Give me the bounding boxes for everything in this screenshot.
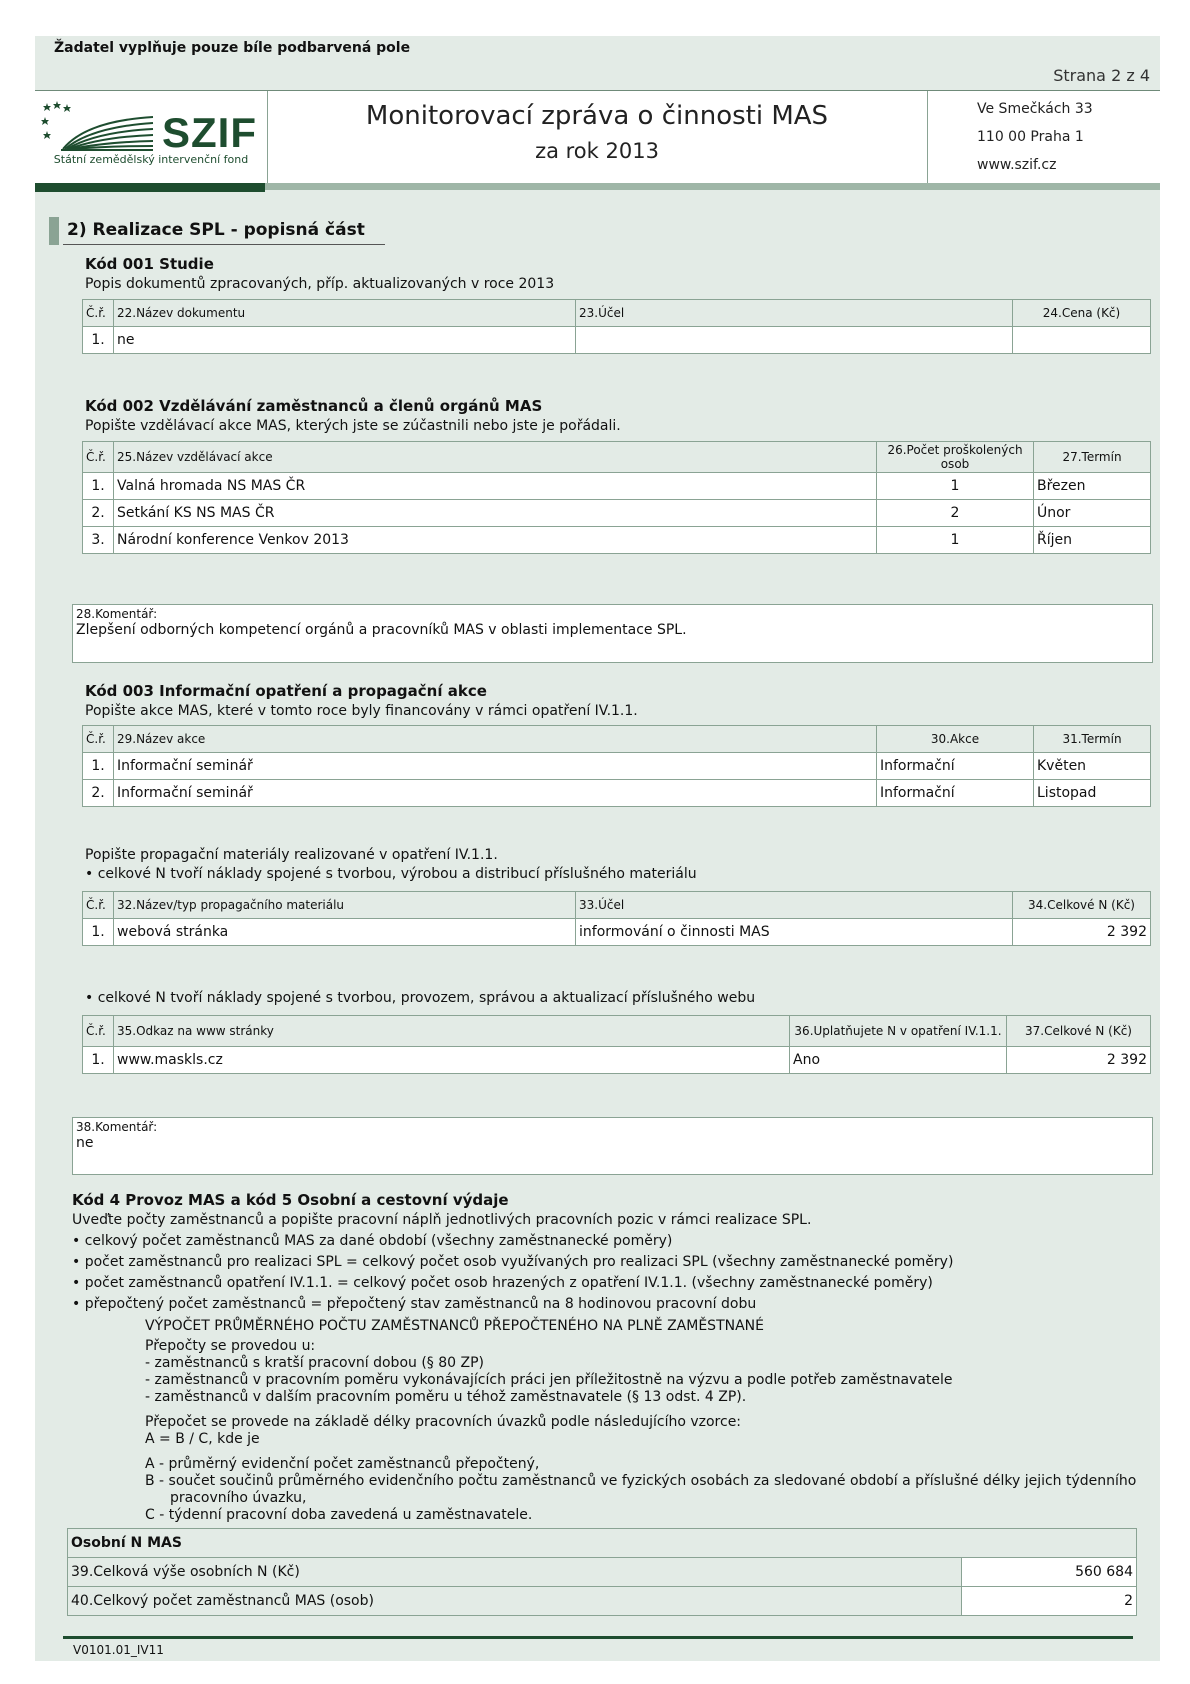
kod001-heading: Kód 001 Studie (85, 255, 214, 273)
cell-cr: 2. (83, 780, 114, 807)
col-header-ucel: 33.Účel (576, 892, 1013, 919)
section-underline (63, 244, 385, 245)
table-row (68, 1587, 1137, 1616)
col-header-odkaz: 35.Odkaz na www stránky (114, 1016, 790, 1047)
kod003-subheading: Popište akce MAS, které v tomto roce byly financovány v rámci opatření IV.1.1. (85, 703, 638, 719)
cell-ucel[interactable]: informování o činnosti MAS (576, 919, 1013, 946)
legend-line: B - součet součinů průměrného evidenčního počtu zaměstnanců ve fyzických osobách za sledované období a příslušné délky jejich týdenního (145, 1473, 1137, 1489)
kod003-heading: Kód 003 Informační opatření a propagační akce (85, 682, 487, 700)
kod003-table (82, 725, 1151, 807)
cell-nazev[interactable]: ne (114, 327, 576, 354)
cell-termin[interactable]: Únor (1034, 500, 1151, 527)
szif-logo (35, 91, 267, 183)
cell-cr: 1. (83, 753, 114, 780)
cell-nazev[interactable]: Národní konference Venkov 2013 (114, 527, 877, 554)
formula-line: Přepočet se provede na základě délky pracovních úvazků podle následujícího vzorce: (145, 1414, 742, 1430)
form-instruction: Žadatel vyplňuje pouze bíle podbarvená pole (54, 40, 411, 56)
legend-line: C - týdenní pracovní doba zavedená u zaměstnavatele. (145, 1507, 533, 1523)
table-row (83, 527, 1151, 554)
celkova-vyse-field[interactable]: 560 684 (962, 1558, 1137, 1587)
table-row (83, 780, 1151, 807)
comment-28-value: Zlepšení odborných kompetencí orgánů a pracovníků MAS v oblasti implementace SPL. (76, 622, 687, 638)
document-header (35, 91, 1160, 183)
osobni-n-table (67, 1528, 1137, 1616)
web-table (82, 1015, 1151, 1074)
cell-cr: 2. (83, 500, 114, 527)
list-item: • celkový počet zaměstnanců MAS za dané období (všechny zaměstnanecké poměry) (72, 1233, 673, 1249)
section-marker (49, 217, 59, 245)
col-header-cena: 24.Cena (Kč) (1013, 300, 1151, 327)
col-header-pocet: 26.Počet proškolených osob (877, 442, 1034, 473)
website: www.szif.cz (977, 157, 1057, 173)
cell-cena[interactable] (1013, 327, 1151, 354)
cell-pocet[interactable]: 1 (877, 473, 1034, 500)
legend-line: pracovního úvazku, (170, 1490, 307, 1506)
col-header-cr: Č.ř. (83, 726, 114, 753)
cell-nazev[interactable]: Informační seminář (114, 780, 877, 807)
col-header-nazev-akce: 29.Název akce (114, 726, 877, 753)
header-separator (927, 91, 928, 183)
table-header-row (83, 300, 1151, 327)
document-year: za rok 2013 (535, 139, 659, 163)
table-row (83, 473, 1151, 500)
calc-line: - zaměstnanců v dalším pracovním poměru u téhož zaměstnavatele (§ 13 odst. 4 ZP). (145, 1389, 747, 1405)
logo-text: SZIF (162, 109, 257, 156)
cell-cr: 1. (83, 919, 114, 946)
comment-28-label: 28.Komentář: (76, 607, 158, 621)
cell-nazev[interactable]: Setkání KS NS MAS ČR (114, 500, 877, 527)
legend-block (145, 1456, 1136, 1524)
col-header-uplatnujete: 36.Uplatňujete N v opatření IV.1.1. (790, 1016, 1007, 1047)
kod4-heading: Kód 4 Provoz MAS a kód 5 Osobní a cestovní výdaje (72, 1191, 509, 1209)
cell-akce[interactable]: Informační (877, 753, 1034, 780)
address-city: 110 00 Praha 1 (977, 129, 1084, 145)
kod002-table (82, 441, 1151, 554)
col-header-cr: Č.ř. (83, 300, 114, 327)
col-header-cr: Č.ř. (83, 892, 114, 919)
cell-cr: 1. (83, 473, 114, 500)
row-label: 40.Celkový počet zaměstnanců MAS (osob) (68, 1587, 962, 1616)
cell-pocet[interactable]: 1 (877, 527, 1034, 554)
comment-28-field[interactable] (72, 604, 1153, 663)
cell-termin[interactable]: Říjen (1034, 527, 1151, 554)
table-header-row (83, 1016, 1151, 1047)
szif-emblem-icon (41, 99, 161, 159)
logo-subtitle: Státní zemědělský intervenční fond (53, 153, 249, 166)
pocet-zamestnancu-field[interactable]: 2 (962, 1587, 1137, 1616)
calc-block (145, 1338, 953, 1406)
cell-cr: 3. (83, 527, 114, 554)
table-header-row (83, 892, 1151, 919)
list-item: • přepočtený počet zaměstnanců = přepočtený stav zaměstnanců na 8 hodinovou pracovní dobu (72, 1296, 757, 1312)
table-header-row (83, 726, 1151, 753)
col-header-ucel: 23.Účel (576, 300, 1013, 327)
web-note: • celkové N tvoří náklady spojené s tvorbou, provozem, správou a aktualizací příslušného webu (85, 990, 756, 1006)
table-row (68, 1558, 1137, 1587)
osobni-n-title: Osobní N MAS (68, 1529, 1137, 1558)
cell-celkove-n[interactable]: 2 392 (1013, 919, 1151, 946)
col-header-celkove-n: 34.Celkové N (Kč) (1013, 892, 1151, 919)
kod002-heading: Kód 002 Vzdělávání zaměstnanců a členů orgánů MAS (85, 397, 543, 415)
table-row (83, 1047, 1151, 1074)
cell-termin[interactable]: Květen (1034, 753, 1151, 780)
comment-38-label: 38.Komentář: (76, 1120, 158, 1134)
cell-termin[interactable]: Březen (1034, 473, 1151, 500)
footer-divider (63, 1636, 1133, 1639)
header-bar-light (265, 183, 1160, 190)
kod4-intro: Uveďte počty zaměstnanců a popište pracovní náplň jednotlivých pracovních pozic v rámci realizace SPL. (72, 1212, 812, 1228)
col-header-termin: 27.Termín (1034, 442, 1151, 473)
row-label: 39.Celková výše osobních N (Kč) (68, 1558, 962, 1587)
kod4-bullets (72, 1231, 953, 1315)
calc-title: VÝPOČET PRŮMĚRNÉHO POČTU ZAMĚSTNANCŮ PŘEPOČTENÉHO NA PLNĚ ZAMĚSTNANÉ (145, 1318, 764, 1334)
address-street: Ve Smečkách 33 (977, 101, 1093, 117)
kod001-table (82, 299, 1151, 354)
col-header-akce: 30.Akce (877, 726, 1034, 753)
cell-akce[interactable]: Informační (877, 780, 1034, 807)
cell-cr: 1. (83, 1047, 114, 1074)
table-row (83, 500, 1151, 527)
page-number: Strana 2 z 4 (1053, 66, 1150, 85)
kod002-subheading: Popište vzdělávací akce MAS, kterých jste se zúčastnili nebo jste je pořádali. (85, 418, 621, 434)
materials-note: • celkové N tvoří náklady spojené s tvorbou, výrobou a distribucí příslušného materiálu (85, 866, 697, 882)
cell-nazev[interactable]: webová stránka (114, 919, 576, 946)
cell-nazev[interactable]: Informační seminář (114, 753, 877, 780)
cell-odkaz[interactable]: www.maskls.cz (114, 1047, 790, 1074)
cell-cr: 1. (83, 327, 114, 354)
formula-line: A = B / C, kde je (145, 1431, 260, 1447)
cell-pocet[interactable]: 2 (877, 500, 1034, 527)
legend-line: A - průměrný evidenční počet zaměstnanců přepočtený, (145, 1456, 540, 1472)
formula-block (145, 1414, 741, 1448)
cell-nazev[interactable]: Valná hromada NS MAS ČR (114, 473, 877, 500)
kod001-subheading: Popis dokumentů zpracovaných, příp. aktualizovaných v roce 2013 (85, 276, 555, 292)
col-header-nazev: 22.Název dokumentu (114, 300, 576, 327)
comment-38-field[interactable] (72, 1117, 1153, 1175)
col-header-nazev-typ: 32.Název/typ propagačního materiálu (114, 892, 576, 919)
calc-line: - zaměstnanců v pracovním poměru vykonávajících práci jen příležitostně na výzvu a podle potřeb zaměstnavatele (145, 1372, 953, 1388)
comment-38-value: ne (76, 1135, 94, 1151)
form-page (35, 36, 1160, 1661)
materials-intro: Popište propagační materiály realizované v opatření IV.1.1. (85, 847, 498, 863)
list-item: • počet zaměstnanců pro realizaci SPL = celkový počet osob využívaných pro realizaci SPL (všechny zaměstnanecké poměry) (72, 1254, 954, 1270)
cell-ucel[interactable] (576, 327, 1013, 354)
table-row (83, 753, 1151, 780)
document-title: Monitorovací zpráva o činnosti MAS (365, 101, 829, 131)
list-item: • počet zaměstnanců opatření IV.1.1. = celkový počet osob hrazených z opatření IV.1.1. (všechny zaměstnanecké poměry) (72, 1275, 933, 1291)
table-row (83, 327, 1151, 354)
table-header-row (83, 442, 1151, 473)
col-header-termin: 31.Termín (1034, 726, 1151, 753)
calc-line: - zaměstnanců s kratší pracovní dobou (§ 80 ZP) (145, 1355, 485, 1371)
form-code: V0101.01_IV11 (73, 1643, 164, 1657)
col-header-celkove-n: 37.Celkové N (Kč) (1007, 1016, 1151, 1047)
cell-celkove-n[interactable]: 2 392 (1007, 1047, 1151, 1074)
cell-termin[interactable]: Listopad (1034, 780, 1151, 807)
section-title: 2) Realizace SPL - popisná část (67, 220, 365, 240)
col-header-cr: Č.ř. (83, 1016, 114, 1047)
col-header-nazev-akce: 25.Název vzdělávací akce (114, 442, 877, 473)
table-row (83, 919, 1151, 946)
materials-table (82, 891, 1151, 946)
calc-line: Přepočty se provedou u: (145, 1338, 316, 1354)
col-header-cr: Č.ř. (83, 442, 114, 473)
cell-uplatnujete[interactable]: Ano (790, 1047, 1007, 1074)
header-bar-dark (35, 183, 265, 192)
